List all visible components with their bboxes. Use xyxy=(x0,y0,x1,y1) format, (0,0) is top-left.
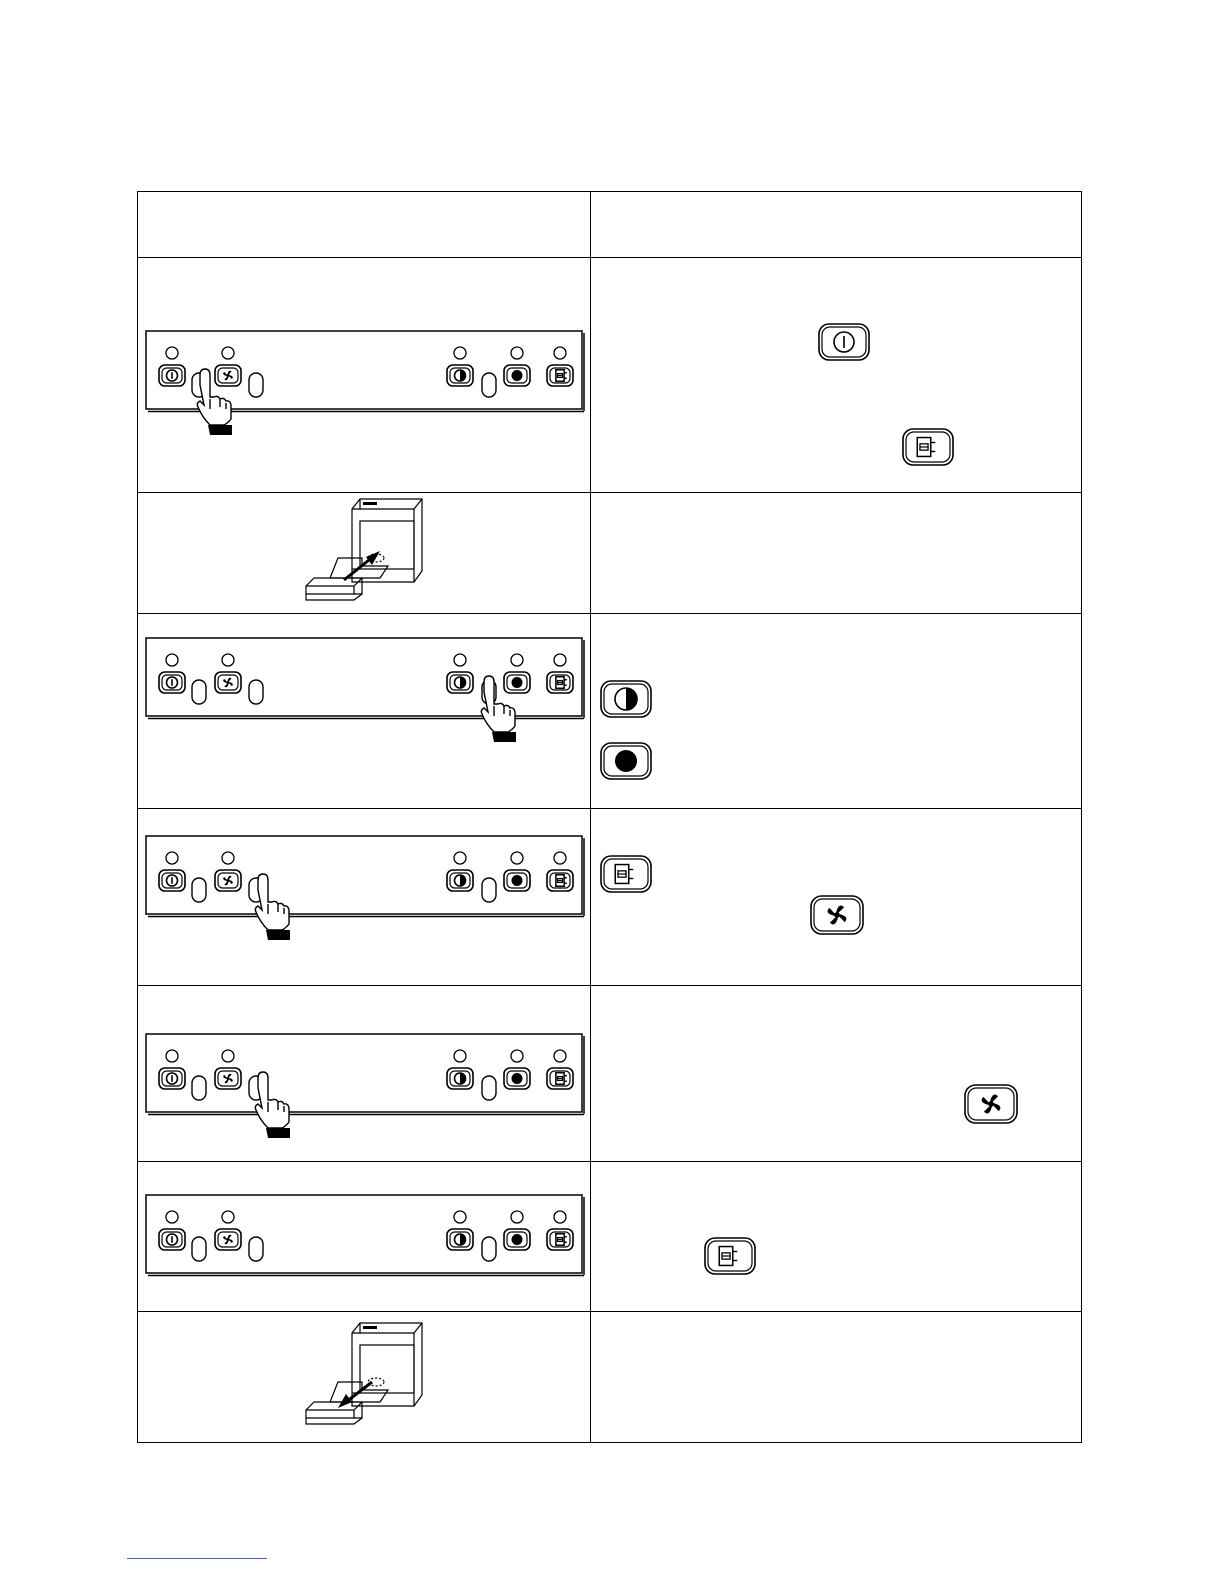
column-divider xyxy=(590,192,591,1442)
control-panel-row5 xyxy=(146,1030,586,1160)
row-divider xyxy=(138,613,1081,614)
dishwasher-insert-tray-illustration xyxy=(300,496,430,610)
control-panel xyxy=(146,1195,584,1276)
fan-icon xyxy=(809,894,865,936)
detergent-tray-icon xyxy=(703,1236,757,1276)
detergent-tray-icon xyxy=(599,854,653,894)
control-panel-row6 xyxy=(146,1191,586,1291)
dishwasher-remove-tray-illustration xyxy=(300,1320,430,1434)
row-divider xyxy=(138,257,1081,258)
detergent-tray-icon xyxy=(901,427,955,467)
footer-link-underline xyxy=(127,1558,267,1559)
control-panel-row4 xyxy=(146,832,586,962)
control-panel-row3 xyxy=(146,634,586,764)
control-panel-row1 xyxy=(146,327,586,457)
row-divider xyxy=(138,808,1081,809)
control-panel xyxy=(146,836,584,917)
fan-icon xyxy=(963,1083,1019,1125)
full-wash-icon xyxy=(599,741,653,781)
row-divider xyxy=(138,492,1081,493)
row-divider xyxy=(138,1311,1081,1312)
power-icon xyxy=(817,322,871,362)
row-divider xyxy=(138,1161,1081,1162)
half-wash-icon xyxy=(599,679,653,719)
control-panel xyxy=(146,1034,584,1115)
control-panel xyxy=(146,638,584,719)
row-divider xyxy=(138,985,1081,986)
